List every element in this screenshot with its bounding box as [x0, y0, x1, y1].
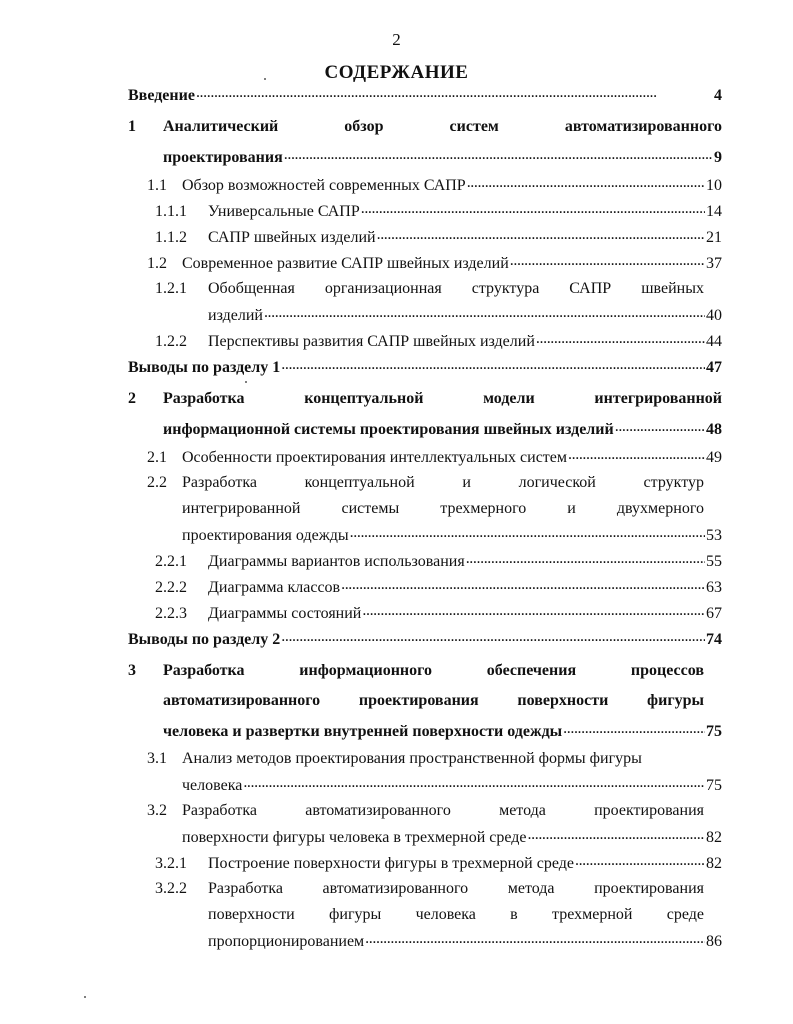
word: процессов: [630, 662, 704, 679]
word: концептуальной: [304, 474, 415, 491]
word: интегрированной: [594, 390, 722, 407]
word: проектирования: [594, 802, 704, 819]
entry-page: 40: [706, 307, 722, 324]
word: Аналитический: [163, 118, 279, 135]
toc-entry-2-2-2[interactable]: [155, 578, 722, 604]
entry-text: Современное развитие САПР швейных изделий: [182, 255, 509, 272]
word: проектирования: [594, 880, 704, 897]
toc-entry-3-2-num: 3.2: [147, 802, 167, 819]
word: автоматизированного: [322, 880, 469, 897]
word: Разработка: [163, 390, 245, 407]
toc-entry-ch3[interactable]: [163, 662, 722, 748]
word: Разработка: [182, 802, 257, 819]
word: Обобщенная: [208, 280, 295, 297]
toc-entry-3-1[interactable]: [182, 750, 722, 802]
word: структур: [643, 474, 704, 491]
entry-num: 2.1: [147, 449, 167, 466]
word: двухмерного: [616, 500, 704, 517]
entry-page: 86: [706, 933, 722, 950]
toc-entry-ch1[interactable]: [163, 118, 722, 174]
entry-page: 49: [706, 449, 722, 466]
entry-text: Выводы по разделу 2: [128, 631, 281, 648]
entry-page: 14: [706, 203, 722, 220]
word: обеспечения: [486, 662, 577, 679]
toc-entry-1-2-1[interactable]: [208, 280, 722, 332]
entry-page: 75: [706, 777, 722, 794]
toc-entry-intro[interactable]: [128, 86, 722, 112]
word: поверхности: [517, 692, 609, 709]
word: организационная: [324, 280, 442, 297]
entry-page: 21: [706, 229, 722, 246]
word: швейных: [641, 280, 704, 297]
entry-page: 10: [706, 177, 722, 194]
entry-page: 9: [714, 149, 722, 166]
entry-page: 82: [706, 855, 722, 872]
word: концептуальной: [304, 390, 424, 407]
entry-page: 55: [706, 553, 722, 570]
entry-num: 2.2.3: [155, 605, 187, 622]
toc-entry-1-1-2[interactable]: [155, 228, 722, 254]
entry-page: 67: [706, 605, 722, 622]
word: проектирования: [358, 692, 479, 709]
scan-speck: [245, 381, 247, 383]
word: интегрированной: [182, 500, 301, 517]
entry-page: 82: [706, 829, 722, 846]
page-number: 2: [392, 30, 401, 49]
entry-page: 75: [706, 723, 722, 740]
scan-speck: [84, 996, 86, 998]
entry-text: Универсальные САПР: [208, 203, 360, 220]
toc-entry-1-1-1[interactable]: [155, 202, 722, 228]
toc-entry-2-2[interactable]: [182, 474, 722, 552]
toc-entry-1-2-2[interactable]: [155, 332, 722, 358]
word: автоматизированного: [305, 802, 451, 819]
entry-num: 2.2.1: [155, 553, 187, 570]
toc-entry-1-2[interactable]: [147, 254, 722, 280]
entry-page: 4: [714, 87, 722, 104]
word: среде: [666, 906, 704, 923]
entry-page: 74: [706, 631, 722, 648]
entry-page: 63: [706, 579, 722, 596]
toc-entry-3-2-2-num: 3.2.2: [155, 880, 187, 897]
entry-text: поверхности фигуры человека в трехмерной среде: [182, 829, 527, 846]
entry-page: 48: [706, 421, 722, 438]
entry-text: человека: [182, 777, 243, 794]
toc-entry-ch2[interactable]: [163, 390, 722, 446]
entry-num: 1.1: [147, 177, 167, 194]
entry-text: Выводы по разделу 1: [128, 359, 281, 376]
entry-text: Перспективы развития САПР швейных изделий: [208, 333, 535, 350]
entry-text: Диаграммы вариантов использования: [208, 553, 465, 570]
entry-text: САПР швейных изделий: [208, 229, 376, 246]
word: модели: [483, 390, 535, 407]
entry-text: Построение поверхности фигуры в трехмерной среде: [208, 855, 574, 872]
entry-text: проектирования одежды: [182, 527, 349, 544]
word: Разработка: [182, 474, 257, 491]
entry-num: 2.2.2: [155, 579, 187, 596]
entry-text: Анализ методов проектирования пространственной формы фигуры: [182, 750, 642, 767]
word: системы: [341, 500, 400, 517]
entry-text: Введение: [128, 87, 195, 104]
word: и: [567, 500, 576, 517]
entry-text: пропорционированием: [208, 933, 365, 950]
word: логической: [518, 474, 596, 491]
entry-text: Обзор возможностей современных САПР: [182, 177, 466, 194]
word: обзор: [344, 118, 384, 135]
scan-speck: [264, 78, 266, 80]
toc-entry-1-2-1-num: 1.2.1: [155, 280, 187, 297]
toc-title: СОДЕРЖАНИЕ: [324, 62, 469, 83]
toc-entry-conclusions-1[interactable]: [128, 358, 722, 384]
entry-page: 47: [706, 359, 722, 376]
entry-num: 1.2.2: [155, 333, 187, 350]
word: человека: [415, 906, 476, 923]
entry-text: Диаграмма классов: [208, 579, 341, 596]
entry-text: изделий: [208, 307, 263, 324]
word: Разработка: [208, 880, 283, 897]
word: в: [510, 906, 518, 923]
entry-text: информационной системы проектирования швейных изделий: [163, 421, 614, 438]
toc-entry-2-2-3[interactable]: [155, 604, 722, 630]
word: и: [462, 474, 471, 491]
word: метода: [499, 802, 546, 819]
word: фигуры: [647, 692, 704, 709]
toc-entry-3-1-num: 3.1: [147, 750, 167, 767]
toc-entry-2-1[interactable]: [147, 448, 722, 474]
toc-entry-2-2-1[interactable]: [155, 552, 722, 578]
word: фигуры: [329, 906, 382, 923]
toc-entry-2-2-num: 2.2: [147, 474, 167, 491]
toc-entry-ch1-num: 1: [128, 118, 136, 135]
word: трехмерного: [440, 500, 527, 517]
word: систем: [449, 118, 499, 135]
entry-text: Особенности проектирования интеллектуальных систем: [182, 449, 568, 466]
word: поверхности: [208, 906, 295, 923]
toc-entry-3-2-2[interactable]: [208, 880, 722, 958]
word: метода: [507, 880, 555, 897]
word: автоматизированного: [163, 692, 321, 709]
entry-text: Диаграммы состояний: [208, 605, 362, 622]
word: информационного: [299, 662, 432, 679]
entry-page: 53: [706, 527, 722, 544]
word: трехмерной: [552, 906, 633, 923]
word: Разработка: [163, 662, 245, 679]
word: структура: [471, 280, 540, 297]
word: автоматизированного: [564, 118, 722, 135]
toc-entry-3-2-1[interactable]: [155, 854, 722, 880]
word: САПР: [569, 280, 612, 297]
entry-num: 1.1.2: [155, 229, 187, 246]
toc-entry-1-1[interactable]: [147, 176, 722, 202]
entry-page: 37: [706, 255, 722, 272]
toc-entry-conclusions-2[interactable]: [128, 630, 722, 656]
entry-page: 44: [706, 333, 722, 350]
entry-num: 3.2.1: [155, 855, 187, 872]
toc-entry-ch3-num: 3: [128, 662, 136, 679]
entry-num: 1.1.1: [155, 203, 187, 220]
entry-text: проектирования: [163, 149, 283, 166]
entry-num: 1.2: [147, 255, 167, 272]
toc-entry-3-2[interactable]: [182, 802, 722, 854]
toc-entry-ch2-num: 2: [128, 390, 136, 407]
entry-text: человека и развертки внутренней поверхности одежды: [163, 723, 563, 740]
